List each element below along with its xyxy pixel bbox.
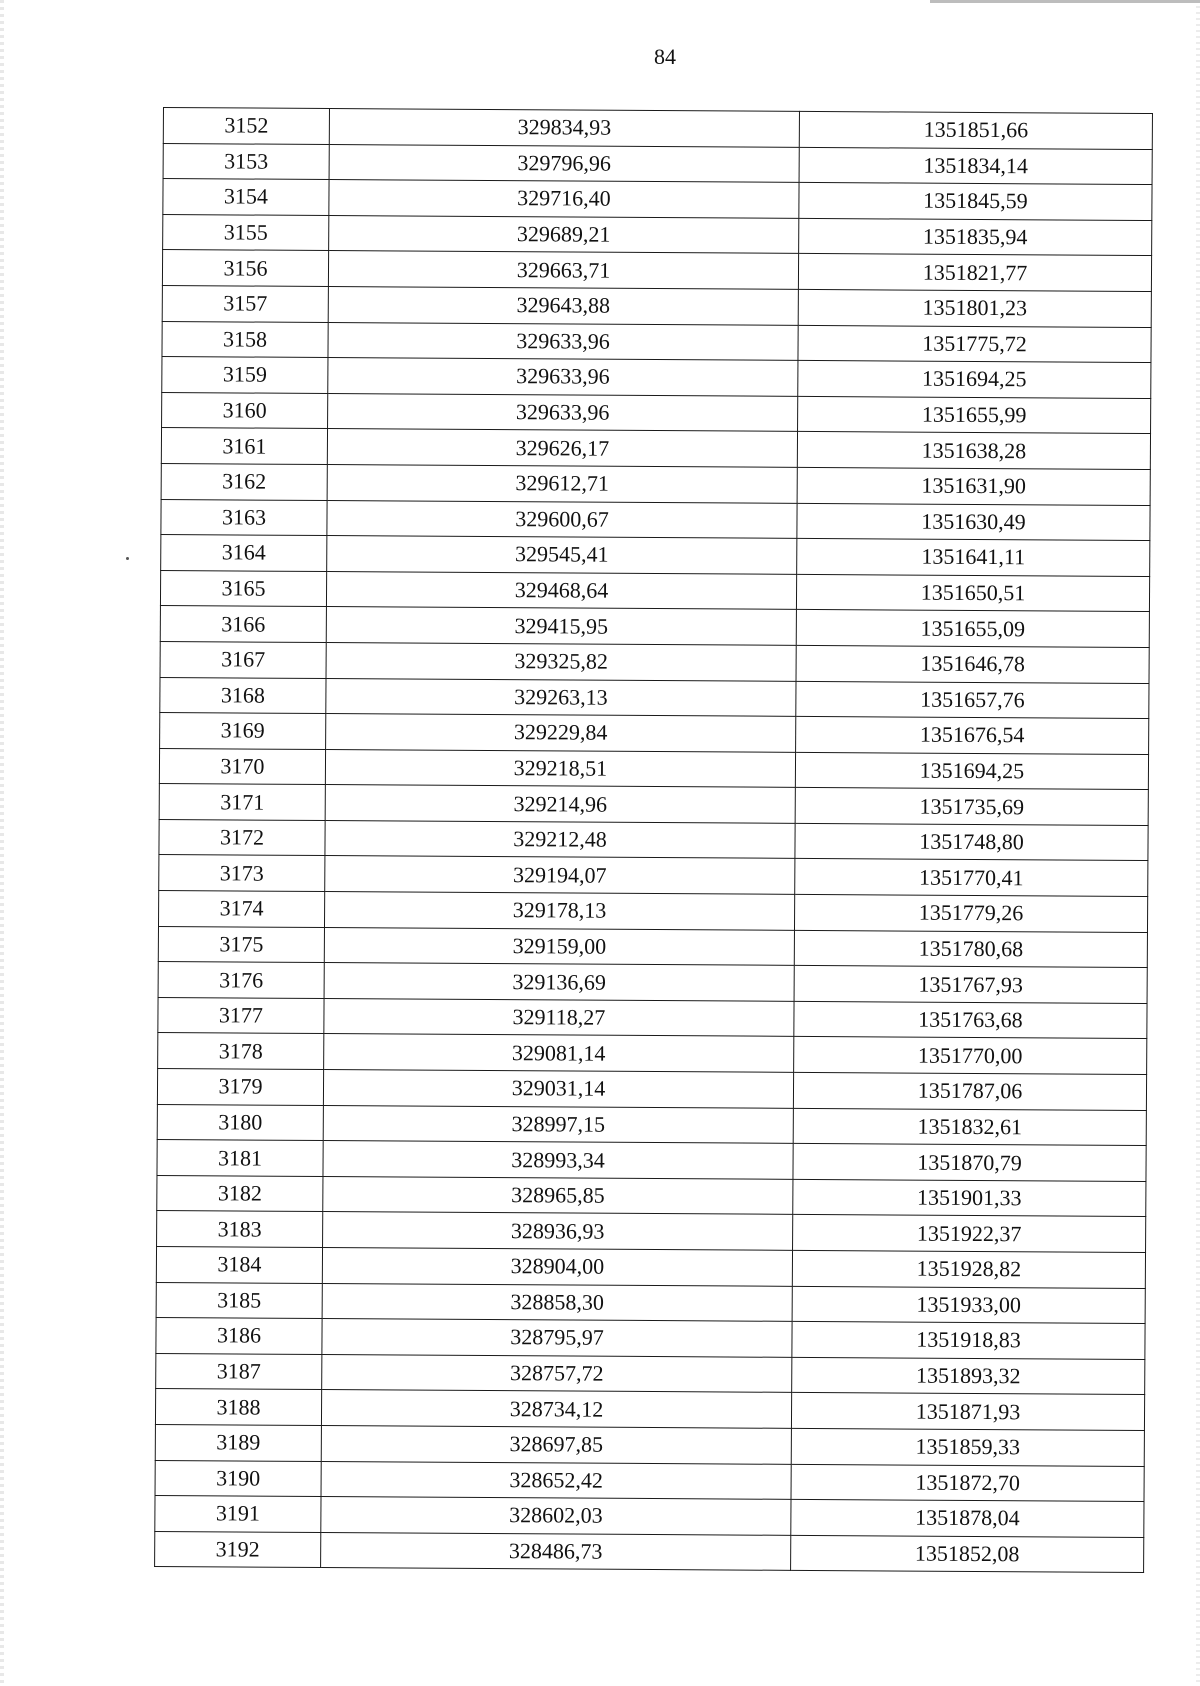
table-row <box>158 997 1147 1039</box>
table-row <box>162 392 1151 434</box>
x-coordinate-cell: 329716,40 <box>329 180 799 218</box>
point-number-cell: 3182 <box>157 1175 323 1212</box>
x-coordinate-cell: 329643,88 <box>328 286 798 324</box>
table-row <box>163 108 1152 150</box>
point-number-cell: 3180 <box>157 1104 323 1141</box>
point-number-cell: 3190 <box>155 1460 321 1497</box>
y-coordinate-cell: 1351845,59 <box>799 183 1152 221</box>
x-coordinate-cell: 329263,13 <box>326 678 796 716</box>
y-coordinate-cell: 1351748,80 <box>795 823 1148 861</box>
y-coordinate-cell: 1351630,49 <box>797 503 1150 541</box>
point-number-cell: 3166 <box>160 606 326 643</box>
table-row <box>157 1211 1146 1253</box>
x-coordinate-cell: 329229,84 <box>326 714 796 752</box>
point-number-cell: 3169 <box>160 713 326 750</box>
x-coordinate-cell: 328486,73 <box>321 1532 791 1570</box>
point-number-cell: 3174 <box>158 891 324 928</box>
y-coordinate-cell: 1351859,33 <box>791 1428 1144 1466</box>
x-coordinate-cell: 328993,34 <box>323 1141 793 1179</box>
point-number-cell: 3184 <box>156 1246 322 1283</box>
y-coordinate-cell: 1351780,68 <box>794 930 1147 968</box>
table-row <box>162 250 1151 292</box>
y-coordinate-cell: 1351646,78 <box>796 645 1149 683</box>
y-coordinate-cell: 1351631,90 <box>797 467 1150 505</box>
y-coordinate-cell: 1351638,28 <box>797 432 1150 470</box>
point-number-cell: 3189 <box>155 1424 321 1461</box>
point-number-cell: 3153 <box>163 143 329 180</box>
point-number-cell: 3157 <box>162 285 328 322</box>
x-coordinate-cell: 328734,12 <box>321 1390 791 1428</box>
point-number-cell: 3159 <box>162 357 328 394</box>
point-number-cell: 3168 <box>160 677 326 714</box>
table-row <box>157 1140 1146 1182</box>
scan-edge-left <box>0 0 4 1686</box>
point-number-cell: 3183 <box>157 1211 323 1248</box>
table-row <box>160 641 1149 683</box>
x-coordinate-cell: 329136,69 <box>324 963 794 1001</box>
x-coordinate-cell: 329633,96 <box>328 322 798 360</box>
y-coordinate-cell: 1351775,72 <box>798 325 1151 363</box>
table-row <box>155 1424 1144 1466</box>
x-coordinate-cell: 329663,71 <box>328 251 798 289</box>
scan-edge-top <box>930 0 1200 3</box>
y-coordinate-cell: 1351851,66 <box>799 111 1152 149</box>
table-row <box>160 570 1149 612</box>
table-row <box>161 535 1150 577</box>
point-number-cell: 3172 <box>159 819 325 856</box>
y-coordinate-cell: 1351878,04 <box>791 1500 1144 1538</box>
coordinates-table <box>154 107 1153 1573</box>
x-coordinate-cell: 328965,85 <box>323 1176 793 1214</box>
point-number-cell: 3155 <box>163 214 329 251</box>
y-coordinate-cell: 1351655,99 <box>798 396 1151 434</box>
point-number-cell: 3152 <box>163 108 329 145</box>
point-number-cell: 3176 <box>158 962 324 999</box>
y-coordinate-cell: 1351918,83 <box>792 1322 1145 1360</box>
x-coordinate-cell: 328697,85 <box>321 1425 791 1463</box>
y-coordinate-cell: 1351801,23 <box>798 289 1151 327</box>
table-row <box>160 677 1149 719</box>
table-row <box>155 1496 1144 1538</box>
y-coordinate-cell: 1351933,00 <box>792 1286 1145 1324</box>
x-coordinate-cell: 329212,48 <box>325 820 795 858</box>
table-row <box>156 1246 1145 1288</box>
point-number-cell: 3164 <box>161 535 327 572</box>
y-coordinate-cell: 1351650,51 <box>796 574 1149 612</box>
table-row <box>157 1069 1146 1111</box>
point-number-cell: 3165 <box>160 570 326 607</box>
point-number-cell: 3160 <box>162 392 328 429</box>
table-row <box>159 819 1148 861</box>
x-coordinate-cell: 329796,96 <box>329 144 799 182</box>
point-number-cell: 3188 <box>155 1389 321 1426</box>
y-coordinate-cell: 1351871,93 <box>791 1393 1144 1431</box>
x-coordinate-cell: 329415,95 <box>326 607 796 645</box>
point-number-cell: 3163 <box>161 499 327 536</box>
table-row <box>156 1318 1145 1360</box>
table-row <box>156 1282 1145 1324</box>
table-row <box>162 357 1151 399</box>
page-number: 84 <box>654 44 676 69</box>
y-coordinate-cell: 1351832,61 <box>793 1108 1146 1146</box>
y-coordinate-cell: 1351657,76 <box>796 681 1149 719</box>
x-coordinate-cell: 328904,00 <box>322 1247 792 1285</box>
y-coordinate-cell: 1351821,77 <box>798 254 1151 292</box>
table-row <box>161 428 1150 470</box>
y-coordinate-cell: 1351787,06 <box>793 1072 1146 1110</box>
x-coordinate-cell: 329689,21 <box>329 215 799 253</box>
table-row <box>162 321 1151 363</box>
table-row <box>158 1033 1147 1075</box>
table-row <box>160 606 1149 648</box>
x-coordinate-cell: 329612,71 <box>327 464 797 502</box>
y-coordinate-cell: 1351872,70 <box>791 1464 1144 1502</box>
x-coordinate-cell: 329218,51 <box>325 749 795 787</box>
point-number-cell: 3181 <box>157 1140 323 1177</box>
x-coordinate-cell: 329118,27 <box>324 998 794 1036</box>
point-number-cell: 3154 <box>163 179 329 216</box>
y-coordinate-cell: 1351694,25 <box>798 361 1151 399</box>
y-coordinate-cell: 1351870,79 <box>793 1144 1146 1182</box>
x-coordinate-cell: 329159,00 <box>324 927 794 965</box>
point-number-cell: 3162 <box>161 463 327 500</box>
table-row <box>161 463 1150 505</box>
x-coordinate-cell: 329633,96 <box>328 393 798 431</box>
stray-mark <box>126 557 129 560</box>
point-number-cell: 3191 <box>155 1496 321 1533</box>
table-row <box>155 1460 1144 1502</box>
point-number-cell: 3167 <box>160 641 326 678</box>
point-number-cell: 3156 <box>162 250 328 287</box>
point-number-cell: 3177 <box>158 997 324 1034</box>
y-coordinate-cell: 1351901,33 <box>793 1179 1146 1217</box>
y-coordinate-cell: 1351893,32 <box>792 1357 1145 1395</box>
x-coordinate-cell: 328936,93 <box>323 1212 793 1250</box>
x-coordinate-cell: 328997,15 <box>323 1105 793 1143</box>
table-row <box>163 179 1152 221</box>
x-coordinate-cell: 329081,14 <box>324 1034 794 1072</box>
y-coordinate-cell: 1351767,93 <box>794 966 1147 1004</box>
point-number-cell: 3192 <box>155 1531 321 1568</box>
y-coordinate-cell: 1351655,09 <box>796 610 1149 648</box>
y-coordinate-cell: 1351694,25 <box>795 752 1148 790</box>
table-row <box>163 143 1152 185</box>
y-coordinate-cell: 1351834,14 <box>799 147 1152 185</box>
table-row <box>158 962 1147 1004</box>
x-coordinate-cell: 329545,41 <box>327 536 797 574</box>
point-number-cell: 3173 <box>159 855 325 892</box>
table-row <box>159 748 1148 790</box>
table-row <box>155 1531 1144 1573</box>
point-number-cell: 3178 <box>158 1033 324 1070</box>
x-coordinate-cell: 329325,82 <box>326 642 796 680</box>
table-row <box>158 926 1147 968</box>
table-row <box>163 214 1152 256</box>
table-row <box>161 499 1150 541</box>
y-coordinate-cell: 1351763,68 <box>794 1001 1147 1039</box>
point-number-cell: 3187 <box>156 1353 322 1390</box>
table-row <box>160 713 1149 755</box>
table-row <box>157 1175 1146 1217</box>
point-number-cell: 3175 <box>158 926 324 963</box>
y-coordinate-cell: 1351770,00 <box>794 1037 1147 1075</box>
table-row <box>159 784 1148 826</box>
table-row <box>156 1353 1145 1395</box>
x-coordinate-cell: 328795,97 <box>322 1319 792 1357</box>
x-coordinate-cell: 329633,96 <box>328 358 798 396</box>
x-coordinate-cell: 329178,13 <box>324 892 794 930</box>
point-number-cell: 3179 <box>157 1069 323 1106</box>
x-coordinate-cell: 329468,64 <box>326 571 796 609</box>
y-coordinate-cell: 1351676,54 <box>796 716 1149 754</box>
coordinates-table-body <box>155 108 1153 1573</box>
y-coordinate-cell: 1351779,26 <box>794 894 1147 932</box>
y-coordinate-cell: 1351770,41 <box>795 859 1148 897</box>
x-coordinate-cell: 328858,30 <box>322 1283 792 1321</box>
table-row <box>155 1389 1144 1431</box>
x-coordinate-cell: 328652,42 <box>321 1461 791 1499</box>
table-row <box>162 285 1151 327</box>
x-coordinate-cell: 329626,17 <box>327 429 797 467</box>
y-coordinate-cell: 1351852,08 <box>791 1535 1144 1573</box>
point-number-cell: 3186 <box>156 1318 322 1355</box>
table-row <box>158 891 1147 933</box>
x-coordinate-cell: 329194,07 <box>325 856 795 894</box>
y-coordinate-cell: 1351928,82 <box>792 1250 1145 1288</box>
point-number-cell: 3158 <box>162 321 328 358</box>
point-number-cell: 3171 <box>159 784 325 821</box>
x-coordinate-cell: 329031,14 <box>323 1070 793 1108</box>
table-row <box>159 855 1148 897</box>
x-coordinate-cell: 328602,03 <box>321 1497 791 1535</box>
x-coordinate-cell: 329600,67 <box>327 500 797 538</box>
x-coordinate-cell: 329214,96 <box>325 785 795 823</box>
table-row <box>157 1104 1146 1146</box>
y-coordinate-cell: 1351641,11 <box>797 539 1150 577</box>
scan-edge-right <box>1196 0 1200 1686</box>
y-coordinate-cell: 1351922,37 <box>793 1215 1146 1253</box>
x-coordinate-cell: 328757,72 <box>322 1354 792 1392</box>
point-number-cell: 3185 <box>156 1282 322 1319</box>
y-coordinate-cell: 1351735,69 <box>795 788 1148 826</box>
point-number-cell: 3170 <box>159 748 325 785</box>
point-number-cell: 3161 <box>161 428 327 465</box>
x-coordinate-cell: 329834,93 <box>329 109 799 147</box>
y-coordinate-cell: 1351835,94 <box>799 218 1152 256</box>
